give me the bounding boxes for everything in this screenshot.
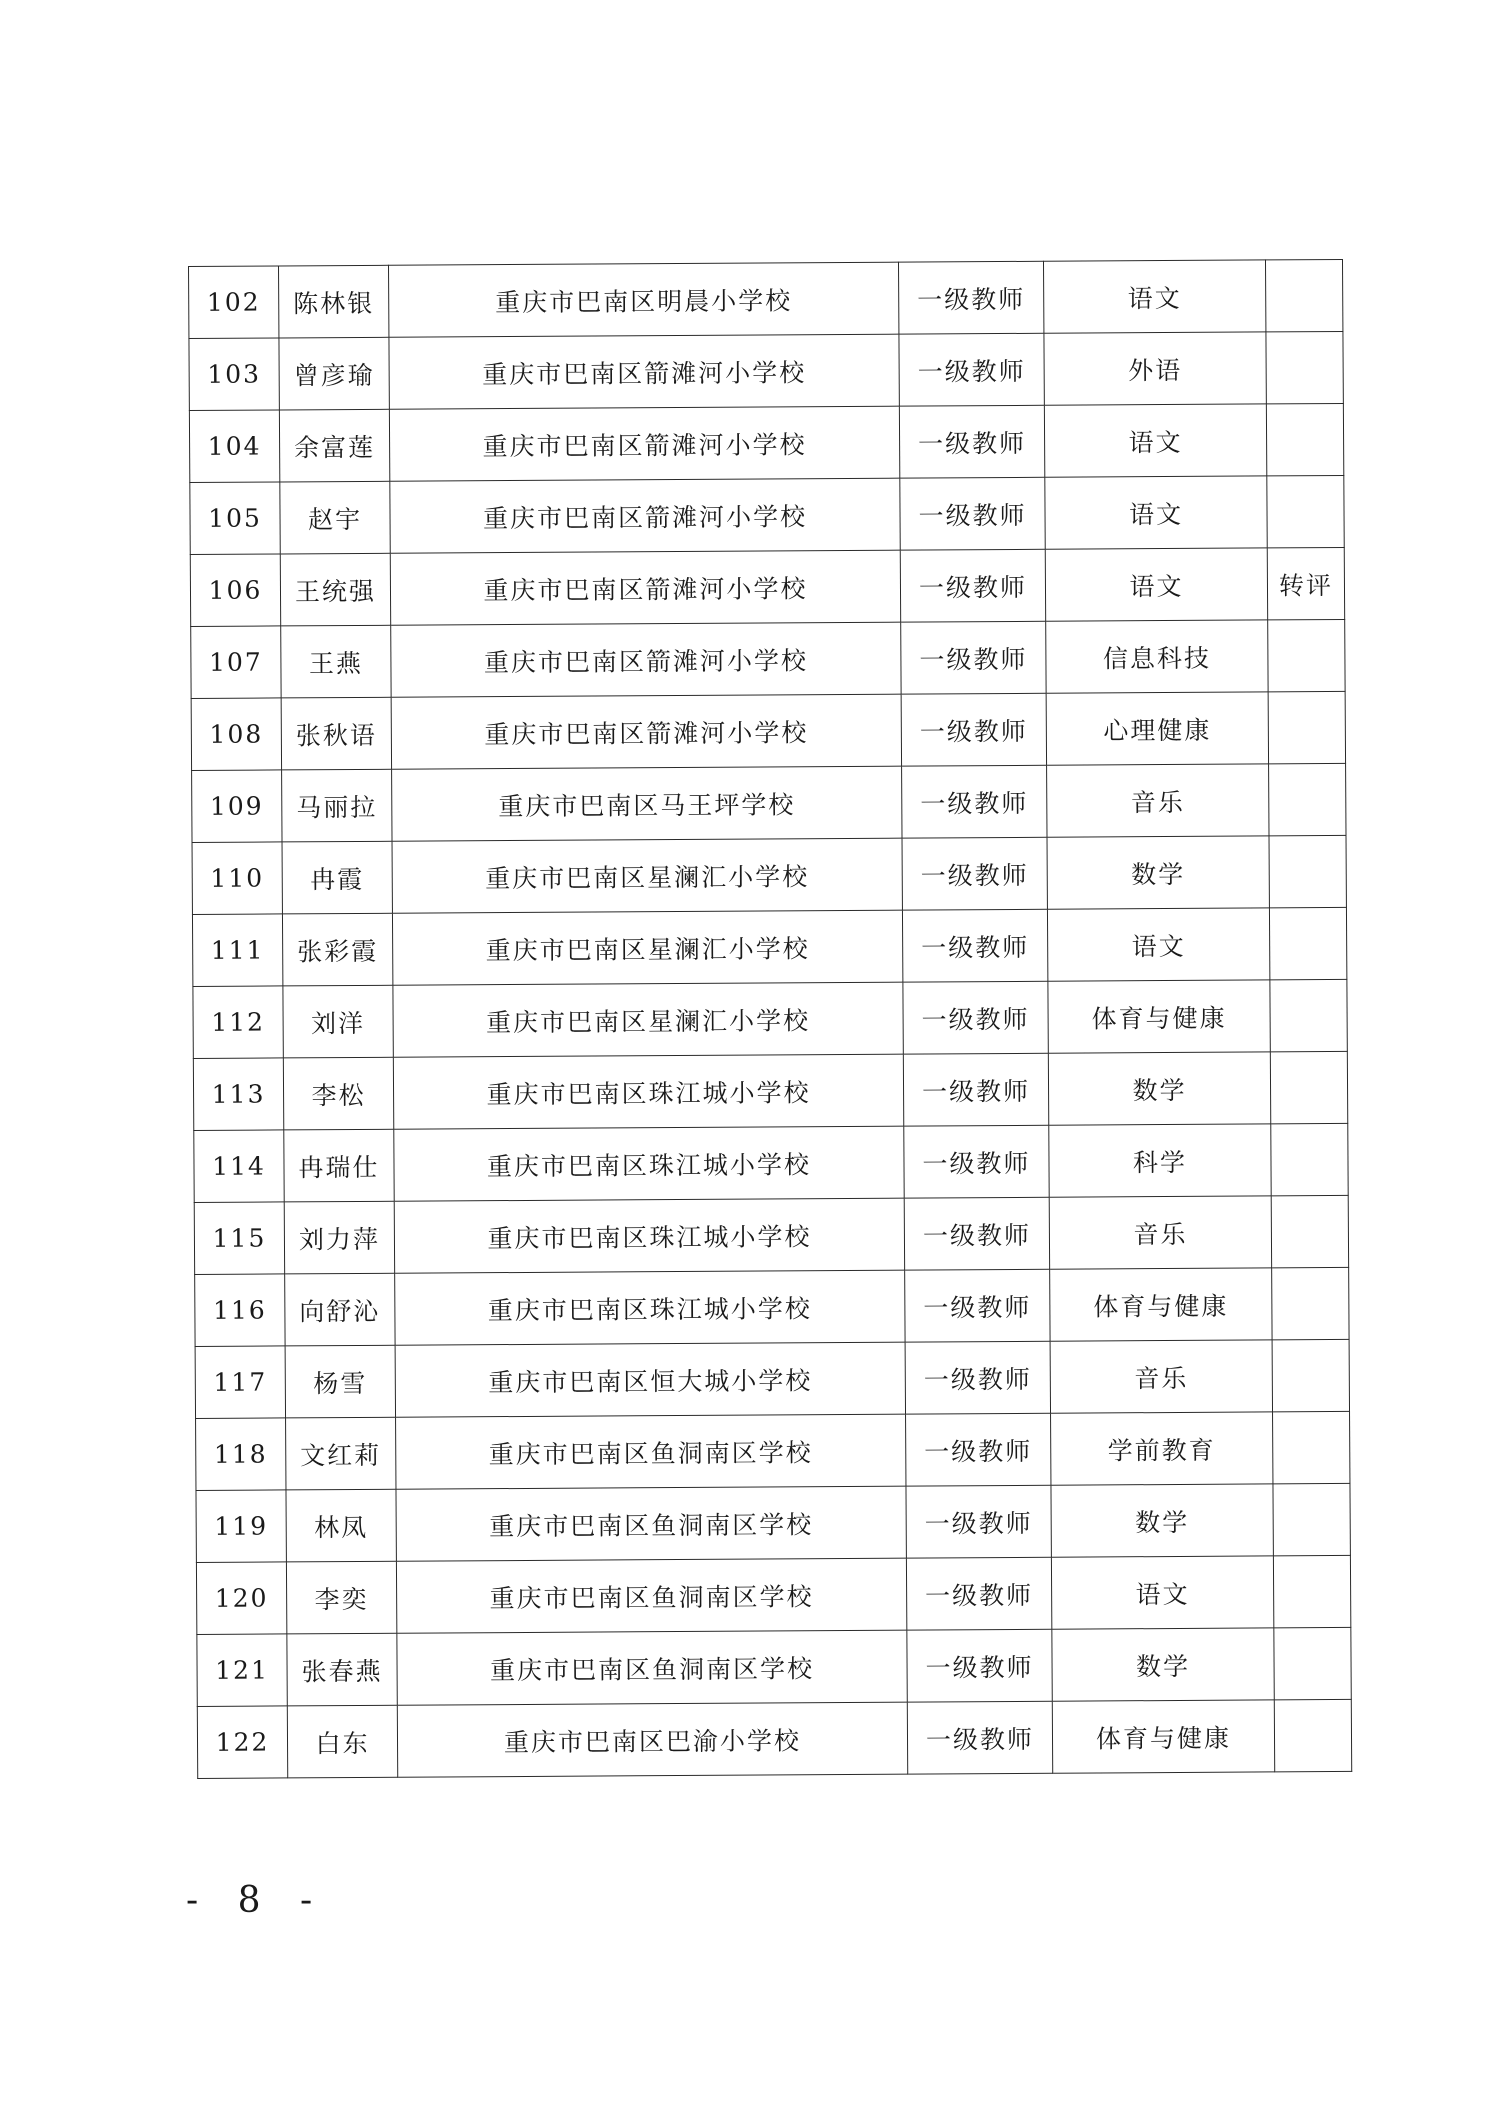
cell-school: 重庆市巴南区箭滩河小学校	[391, 622, 901, 697]
cell-title: 一级教师	[903, 1053, 1048, 1126]
cell-subject: 体育与健康	[1050, 1268, 1272, 1341]
cell-remark	[1271, 1195, 1348, 1267]
teacher-roster-table	[188, 259, 1352, 1779]
cell-name: 文红莉	[286, 1417, 396, 1490]
cell-name: 李奕	[286, 1561, 396, 1634]
cell-name: 向舒沁	[285, 1273, 395, 1346]
cell-remark	[1274, 1627, 1351, 1699]
cell-title: 一级教师	[905, 1341, 1050, 1414]
cell-remark	[1269, 907, 1346, 979]
table-row	[189, 403, 1343, 482]
cell-school: 重庆市巴南区星澜汇小学校	[392, 910, 902, 985]
cell-title: 一级教师	[907, 1629, 1052, 1702]
cell-name: 李松	[283, 1057, 393, 1130]
cell-remark	[1274, 1699, 1351, 1771]
table-row	[190, 475, 1344, 554]
cell-number: 121	[197, 1634, 287, 1707]
cell-school: 重庆市巴南区珠江城小学校	[395, 1270, 905, 1345]
cell-title: 一级教师	[902, 765, 1047, 838]
table-row	[194, 1123, 1348, 1202]
cell-title: 一级教师	[903, 981, 1048, 1054]
cell-subject: 语文	[1051, 1556, 1273, 1629]
table-row	[193, 979, 1347, 1058]
cell-title: 一级教师	[906, 1413, 1051, 1486]
cell-number: 118	[196, 1418, 286, 1491]
page-number: - 8 -	[186, 1880, 327, 1921]
cell-name: 张彩霞	[282, 913, 392, 986]
cell-remark	[1271, 1123, 1348, 1195]
cell-subject: 体育与健康	[1052, 1700, 1274, 1773]
table-row	[192, 907, 1346, 986]
cell-subject: 音乐	[1049, 1196, 1271, 1269]
cell-number: 120	[196, 1562, 286, 1635]
cell-school: 重庆市巴南区鱼洞南区学校	[396, 1486, 906, 1561]
cell-title: 一级教师	[902, 909, 1047, 982]
cell-remark: 转评	[1267, 547, 1344, 619]
cell-subject: 数学	[1048, 1052, 1270, 1125]
cell-subject: 音乐	[1047, 764, 1269, 837]
cell-subject: 科学	[1049, 1124, 1271, 1197]
cell-remark	[1272, 1339, 1349, 1411]
cell-name: 张秋语	[281, 697, 391, 770]
cell-number: 103	[189, 338, 279, 411]
cell-name: 张春燕	[287, 1633, 397, 1706]
cell-number: 115	[194, 1202, 284, 1275]
cell-school: 重庆市巴南区鱼洞南区学校	[396, 1414, 906, 1489]
cell-subject: 音乐	[1050, 1340, 1272, 1413]
table-row	[192, 763, 1346, 842]
cell-name: 冉瑞仕	[284, 1129, 394, 1202]
table-row	[191, 691, 1345, 770]
cell-number: 110	[192, 842, 282, 915]
table-row	[190, 547, 1344, 626]
cell-number: 107	[191, 626, 281, 699]
cell-number: 108	[191, 698, 281, 771]
table-row	[193, 1051, 1347, 1130]
cell-remark	[1272, 1267, 1349, 1339]
cell-name: 刘力萍	[284, 1201, 394, 1274]
cell-title: 一级教师	[898, 261, 1043, 334]
cell-name: 林凤	[286, 1489, 396, 1562]
cell-remark	[1268, 691, 1345, 763]
cell-school: 重庆市巴南区明晨小学校	[388, 262, 898, 337]
cell-school: 重庆市巴南区珠江城小学校	[394, 1126, 904, 1201]
cell-school: 重庆市巴南区箭滩河小学校	[390, 478, 900, 553]
cell-subject: 数学	[1052, 1628, 1274, 1701]
cell-name: 王燕	[281, 625, 391, 698]
cell-name: 白东	[287, 1705, 397, 1778]
table-row	[195, 1267, 1349, 1346]
cell-remark	[1268, 619, 1345, 691]
cell-number: 117	[195, 1346, 285, 1419]
cell-remark	[1270, 1051, 1347, 1123]
cell-name: 曾彦瑜	[279, 337, 389, 410]
cell-number: 104	[189, 410, 279, 483]
cell-name: 赵宇	[280, 481, 390, 554]
cell-title: 一级教师	[904, 1197, 1049, 1270]
cell-remark	[1273, 1411, 1350, 1483]
cell-school: 重庆市巴南区巴渝小学校	[397, 1702, 907, 1777]
cell-name: 冉霞	[282, 841, 392, 914]
cell-subject: 学前教育	[1051, 1412, 1273, 1485]
cell-title: 一级教师	[900, 477, 1045, 550]
cell-school: 重庆市巴南区鱼洞南区学校	[397, 1630, 907, 1705]
table-row	[195, 1339, 1349, 1418]
table-row	[196, 1411, 1350, 1490]
cell-subject: 语文	[1043, 260, 1265, 333]
cell-title: 一级教师	[906, 1485, 1051, 1558]
cell-school: 重庆市巴南区箭滩河小学校	[389, 334, 899, 409]
cell-title: 一级教师	[902, 837, 1047, 910]
cell-number: 114	[194, 1130, 284, 1203]
table-row	[192, 835, 1346, 914]
cell-remark	[1265, 259, 1342, 331]
cell-name: 马丽拉	[282, 769, 392, 842]
cell-title: 一级教师	[900, 549, 1045, 622]
cell-title: 一级教师	[899, 405, 1044, 478]
cell-school: 重庆市巴南区珠江城小学校	[394, 1198, 904, 1273]
cell-number: 106	[190, 554, 280, 627]
cell-title: 一级教师	[906, 1557, 1051, 1630]
cell-subject: 语文	[1045, 476, 1267, 549]
cell-subject: 数学	[1047, 836, 1269, 909]
cell-name: 杨雪	[285, 1345, 395, 1418]
cell-subject: 数学	[1051, 1484, 1273, 1557]
cell-school: 重庆市巴南区箭滩河小学校	[391, 694, 901, 769]
cell-school: 重庆市巴南区箭滩河小学校	[389, 406, 899, 481]
cell-number: 116	[195, 1274, 285, 1347]
table-row	[197, 1627, 1351, 1706]
cell-school: 重庆市巴南区箭滩河小学校	[390, 550, 900, 625]
cell-name: 陈林银	[279, 265, 389, 338]
cell-subject: 语文	[1047, 908, 1269, 981]
cell-name: 王统强	[280, 553, 390, 626]
cell-number: 112	[193, 986, 283, 1059]
table-row	[196, 1555, 1350, 1634]
cell-number: 109	[192, 770, 282, 843]
cell-school: 重庆市巴南区珠江城小学校	[393, 1054, 903, 1129]
cell-school: 重庆市巴南区星澜汇小学校	[392, 838, 902, 913]
cell-remark	[1269, 835, 1346, 907]
cell-remark	[1270, 979, 1347, 1051]
roster-body	[189, 259, 1352, 1778]
cell-title: 一级教师	[907, 1701, 1052, 1774]
cell-remark	[1273, 1555, 1350, 1627]
table-row	[189, 259, 1343, 338]
cell-number: 105	[190, 482, 280, 555]
cell-remark	[1269, 763, 1346, 835]
cell-school: 重庆市巴南区星澜汇小学校	[393, 982, 903, 1057]
cell-school: 重庆市巴南区马王坪学校	[392, 766, 902, 841]
cell-subject: 体育与健康	[1048, 980, 1270, 1053]
cell-title: 一级教师	[905, 1269, 1050, 1342]
cell-number: 111	[192, 914, 282, 987]
cell-school: 重庆市巴南区鱼洞南区学校	[396, 1558, 906, 1633]
cell-title: 一级教师	[904, 1125, 1049, 1198]
cell-remark	[1266, 403, 1343, 475]
cell-number: 122	[197, 1706, 287, 1779]
cell-name: 余富莲	[279, 409, 389, 482]
table-row	[196, 1483, 1350, 1562]
cell-remark	[1273, 1483, 1350, 1555]
cell-subject: 信息科技	[1046, 620, 1268, 693]
cell-remark	[1266, 331, 1343, 403]
cell-remark	[1267, 475, 1344, 547]
cell-subject: 语文	[1045, 548, 1267, 621]
table-row	[194, 1195, 1348, 1274]
cell-subject: 心理健康	[1046, 692, 1268, 765]
cell-subject: 语文	[1044, 404, 1266, 477]
cell-number: 119	[196, 1490, 286, 1563]
cell-number: 113	[193, 1058, 283, 1131]
table-row	[197, 1699, 1351, 1778]
cell-title: 一级教师	[901, 621, 1046, 694]
cell-school: 重庆市巴南区恒大城小学校	[395, 1342, 905, 1417]
cell-subject: 外语	[1044, 332, 1266, 405]
cell-title: 一级教师	[899, 333, 1044, 406]
table-row	[191, 619, 1345, 698]
table-row	[189, 331, 1343, 410]
cell-name: 刘洋	[283, 985, 393, 1058]
cell-title: 一级教师	[901, 693, 1046, 766]
cell-number: 102	[189, 266, 279, 339]
